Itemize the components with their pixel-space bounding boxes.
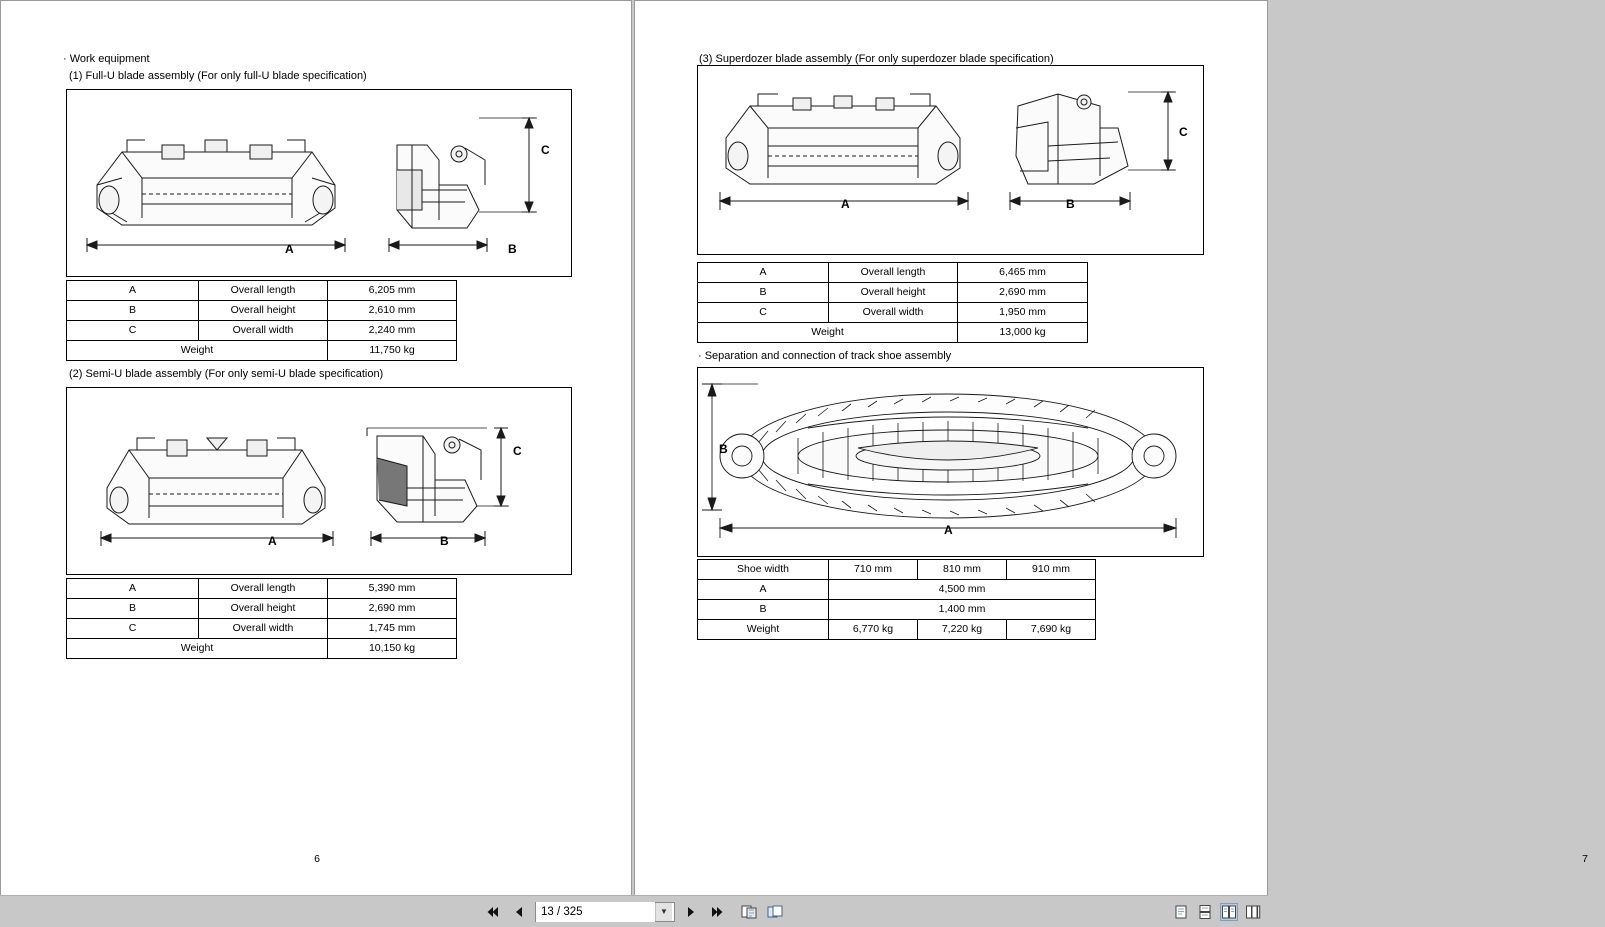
cell-value: 5,390 mm (328, 579, 457, 599)
view-single-page-button[interactable] (1172, 903, 1190, 921)
table-row-weight (698, 620, 1096, 640)
table-row-weight (67, 639, 457, 659)
cell-dim-a: A (698, 580, 829, 600)
table-row (698, 283, 1088, 303)
table-row (67, 301, 457, 321)
cell-value: 1,745 mm (328, 619, 457, 639)
spec-table-full-u (66, 280, 457, 361)
semi-u-blade-drawing (67, 388, 569, 572)
cell-weight-710: 6,770 kg (829, 620, 918, 640)
dimension-label-a: A (285, 242, 294, 256)
cell-weight-value: 13,000 kg (958, 323, 1088, 343)
dimension-label-c: C (541, 143, 550, 157)
spec-table-superdozer (697, 262, 1088, 343)
table-row-header (698, 560, 1096, 580)
cell-desc: Overall height (199, 599, 328, 619)
cell-dim: A (67, 281, 199, 301)
cell-header-810: 810 mm (918, 560, 1007, 580)
cell-value: 1,950 mm (958, 303, 1088, 323)
cell-header-910: 910 mm (1007, 560, 1096, 580)
cell-dim: B (67, 301, 199, 321)
table-row (698, 263, 1088, 283)
last-page-button[interactable] (707, 902, 727, 922)
cell-weight-label: Weight (698, 620, 829, 640)
work-equipment-title: · Work equipment (63, 53, 150, 65)
cell-dim-b: B (698, 600, 829, 620)
cell-desc: Overall height (199, 301, 328, 321)
cell-value-b: 1,400 mm (829, 600, 1096, 620)
cell-desc: Overall width (199, 619, 328, 639)
cell-weight-value: 10,150 kg (328, 639, 457, 659)
cell-dim: B (67, 599, 199, 619)
cell-value: 2,240 mm (328, 321, 457, 341)
cell-dim: C (67, 321, 199, 341)
cell-header-710: 710 mm (829, 560, 918, 580)
viewer-toolbar (0, 895, 1268, 927)
dimension-label-a: A (944, 523, 953, 537)
section-heading-full-u: (1) Full-U blade assembly (For only full-U blade specification) (69, 70, 367, 82)
cell-dim: B (698, 283, 829, 303)
cell-value: 2,690 mm (958, 283, 1088, 303)
cell-value: 2,690 mm (328, 599, 457, 619)
superdozer-blade-drawing (698, 66, 1201, 252)
dimension-label-b: B (440, 534, 449, 548)
cell-value-a: 4,500 mm (829, 580, 1096, 600)
cell-desc: Overall length (829, 263, 958, 283)
table-row (67, 599, 457, 619)
chevron-down-icon[interactable]: ▼ (655, 903, 672, 921)
document-page-right (634, 0, 1588, 896)
dimension-label-b: B (719, 442, 728, 456)
cell-weight-810: 7,220 kg (918, 620, 1007, 640)
cell-dim: C (67, 619, 199, 639)
cell-weight-910: 7,690 kg (1007, 620, 1096, 640)
cell-weight-label: Weight (67, 639, 328, 659)
cell-weight-label: Weight (67, 341, 328, 361)
cell-weight-label: Weight (698, 323, 958, 343)
table-row (67, 281, 457, 301)
table-row-weight (67, 341, 457, 361)
view-continuous-button[interactable] (1196, 903, 1214, 921)
dimension-label-c: C (513, 444, 522, 458)
figure-track-shoe-assembly (697, 367, 1204, 557)
cell-value: 6,205 mm (328, 281, 457, 301)
view-book-button[interactable] (1244, 903, 1262, 921)
cell-desc: Overall length (199, 281, 328, 301)
table-row (698, 600, 1096, 620)
dimension-label-a: A (841, 197, 850, 211)
duplicate-view-icon[interactable] (765, 902, 785, 922)
next-page-button[interactable] (681, 902, 701, 922)
dimension-label-b: B (1066, 197, 1075, 211)
dimension-label-b: B (508, 242, 517, 256)
table-row (698, 303, 1088, 323)
page-number-right: 7 (1582, 853, 1588, 865)
view-facing-pages-button[interactable] (1220, 903, 1238, 921)
table-row (67, 579, 457, 599)
figure-semi-u-blade (66, 387, 572, 575)
spec-table-semi-u (66, 578, 457, 659)
section-heading-superdozer: (3) Superdozer blade assembly (For only superdozer blade specification) (699, 53, 1054, 65)
page-thumbnail-icon[interactable] (739, 902, 759, 922)
document-page-left (0, 0, 632, 896)
section-heading-semi-u: (2) Semi-U blade assembly (For only semi-U blade specification) (69, 368, 384, 380)
dimension-label-a: A (268, 534, 277, 548)
cell-header-shoe-width: Shoe width (698, 560, 829, 580)
cell-desc: Overall width (829, 303, 958, 323)
cell-desc: Overall height (829, 283, 958, 303)
cell-dim: A (698, 263, 829, 283)
page-input[interactable] (536, 902, 655, 922)
first-page-button[interactable] (483, 902, 503, 922)
cell-desc: Overall width (199, 321, 328, 341)
cell-dim: C (698, 303, 829, 323)
dimension-label-c: C (1179, 125, 1188, 139)
table-row (67, 619, 457, 639)
cell-weight-value: 11,750 kg (328, 341, 457, 361)
figure-full-u-blade (66, 89, 572, 277)
table-row (67, 321, 457, 341)
cell-dim: A (67, 579, 199, 599)
table-row (698, 580, 1096, 600)
figure-superdozer-blade (697, 65, 1204, 255)
page-number-left: 6 (314, 853, 320, 865)
cell-value: 6,465 mm (958, 263, 1088, 283)
section-heading-track-shoe: · Separation and connection of track shoe assembly (698, 350, 952, 362)
toolbar-view-modes (1172, 903, 1262, 921)
spec-table-track-shoe (697, 559, 1096, 640)
previous-page-button[interactable] (509, 902, 529, 922)
cell-desc: Overall length (199, 579, 328, 599)
cell-value: 2,610 mm (328, 301, 457, 321)
full-u-blade-drawing (67, 90, 569, 274)
table-row-weight (698, 323, 1088, 343)
toolbar-center-group (0, 902, 1268, 922)
page-number-field[interactable] (535, 902, 675, 922)
